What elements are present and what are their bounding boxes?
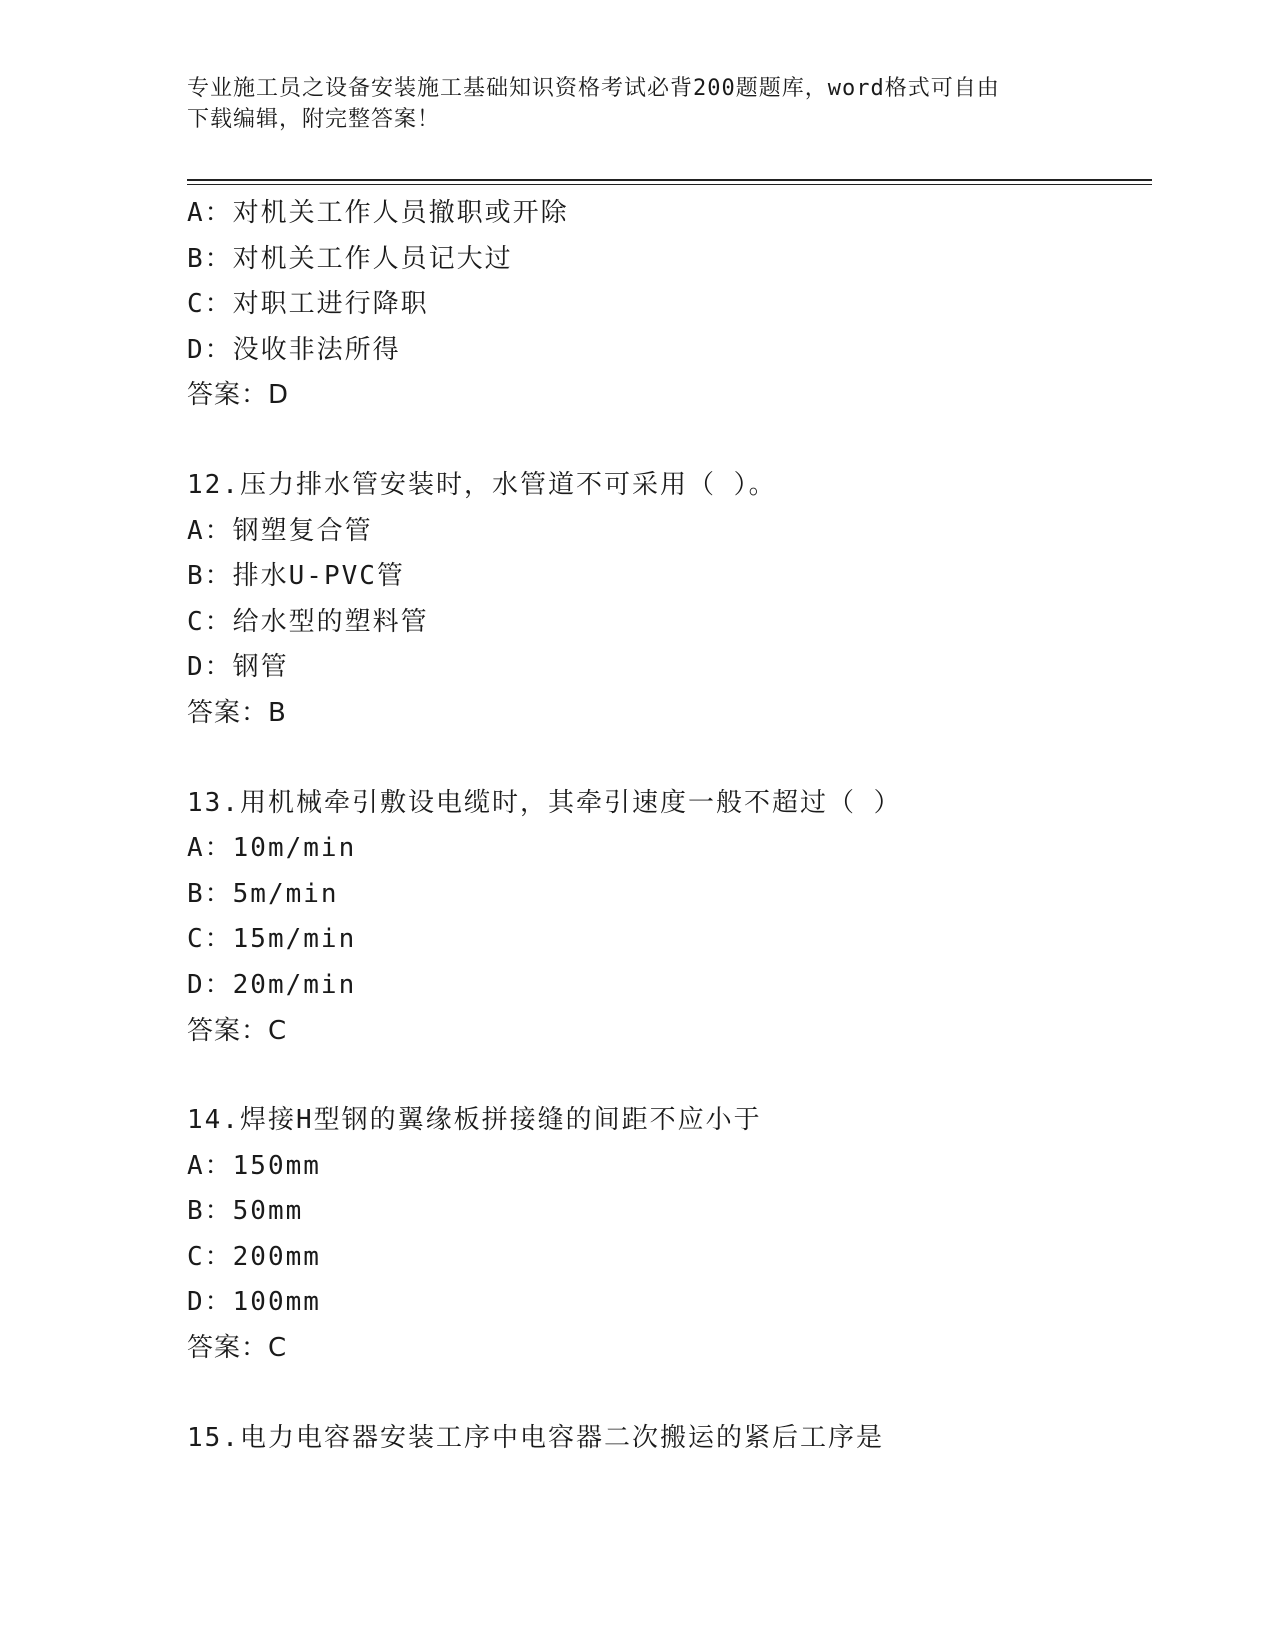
option-b: B：5m/min [187, 878, 339, 909]
question-block-12 [187, 463, 1147, 737]
question-block-15 [187, 1416, 1147, 1462]
block-spacer [187, 737, 1147, 781]
option-a: A：150mm [187, 1150, 321, 1181]
question-text: 13.用机械牵引敷设电缆时，其牵引速度一般不超过（ ） [187, 787, 902, 818]
question-block-14 [187, 1098, 1147, 1372]
document-header [187, 73, 1067, 135]
question-text: 15.电力电容器安装工序中电容器二次搬运的紧后工序是 [187, 1422, 884, 1453]
option-b: B：50mm [187, 1196, 304, 1227]
option-d: D：100mm [187, 1287, 321, 1318]
answer-line: 答案：C [187, 1333, 288, 1364]
option-d: D：20m/min [187, 969, 357, 1000]
question-block-13 [187, 781, 1147, 1055]
header-rule-thick [187, 179, 1152, 181]
option-b: B：对机关工作人员记大过 [187, 243, 513, 274]
option-b: B：排水U-PVC管 [187, 561, 405, 592]
question-text: 14.焊接H型钢的翼缘板拼接缝的间距不应小于 [187, 1105, 762, 1136]
header-line-1: 专业施工员之设备安装施工基础知识资格考试必背200题题库，word格式可自由 [187, 76, 1000, 101]
option-a: A：钢塑复合管 [187, 515, 373, 546]
option-c: C：15m/min [187, 924, 357, 955]
option-d: D：没收非法所得 [187, 334, 401, 365]
block-spacer [187, 1372, 1147, 1416]
answer-line: 答案：D [187, 380, 290, 411]
answer-line: 答案：B [187, 697, 287, 728]
header-line-2: 下载编辑，附完整答案！ [187, 107, 441, 132]
block-spacer [187, 1054, 1147, 1098]
answer-line: 答案：C [187, 1015, 288, 1046]
option-c: C：给水型的塑料管 [187, 606, 429, 637]
option-a: A：对机关工作人员撤职或开除 [187, 198, 569, 228]
option-d: D：钢管 [187, 652, 289, 683]
header-rule-thin [187, 184, 1152, 185]
option-c: C：对职工进行降职 [187, 289, 429, 320]
document-body [187, 191, 1147, 1461]
question-block-11 [187, 191, 1147, 419]
question-text: 12.压力排水管安装时，水管道不可采用（ ）。 [187, 469, 777, 500]
option-a: A：10m/min [187, 833, 357, 864]
block-spacer [187, 419, 1147, 463]
option-c: C：200mm [187, 1241, 321, 1272]
